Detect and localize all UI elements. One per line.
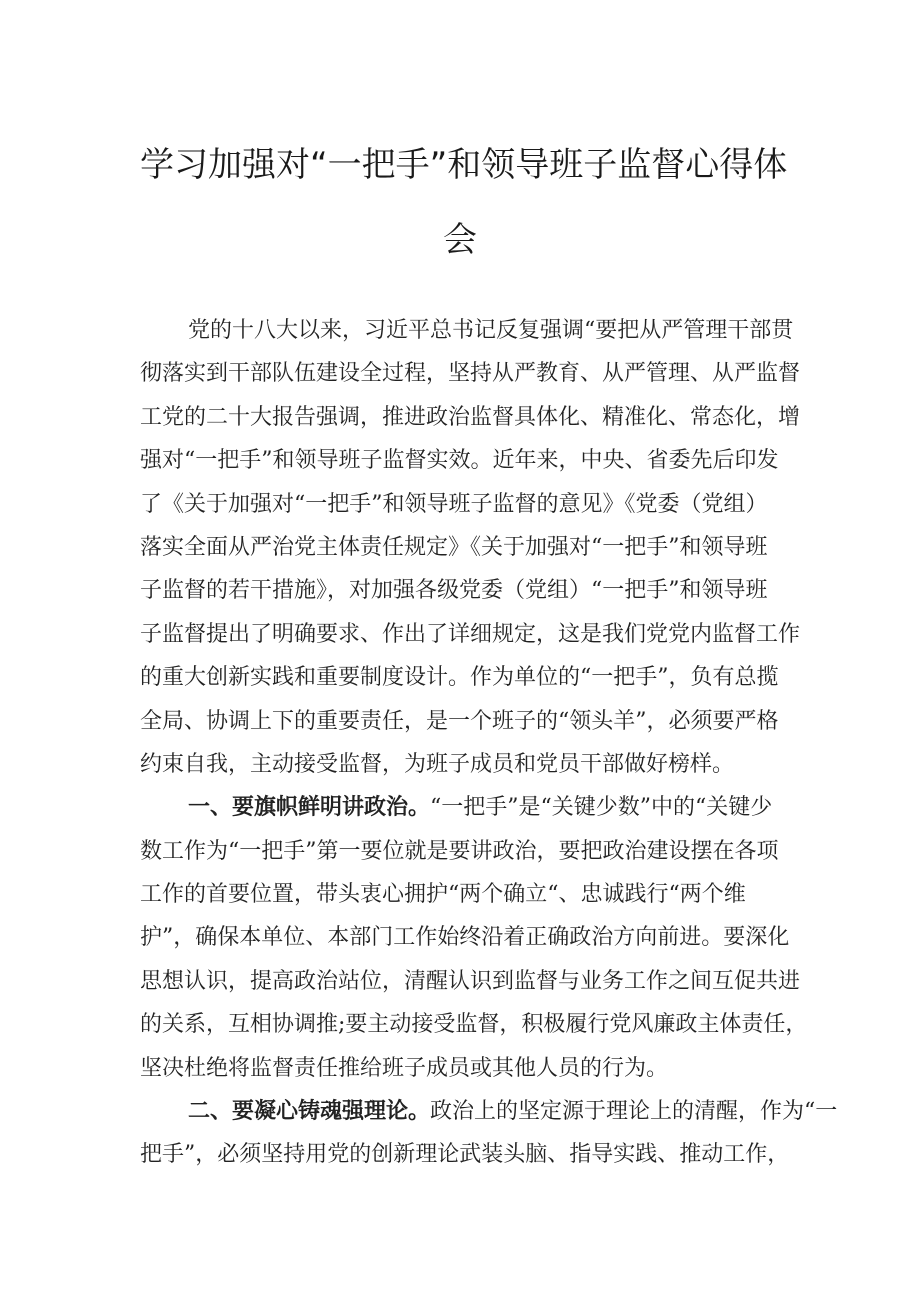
document-title — [140, 128, 788, 278]
text-line: 工党的二十大报告强调，推进政治监督具体化、精准化、常态化，增 — [140, 404, 801, 430]
text-line: 工作的首要位置，带头衷心拥护“两个确立“、忠诚践行“两个维 — [140, 882, 746, 908]
text-line: 的关系，互相协调推;要主动接受监督，积极履行党风廉政主体责任， — [140, 1012, 808, 1038]
paragraph-intro — [140, 309, 801, 786]
text-line: 约束自我，主动接受监督，为班子成员和党员干部做好榜样。 — [140, 751, 735, 777]
text-line: 强对“一把手”和领导班子监督实效。近年来，中央、省委先后印发 — [140, 448, 779, 474]
text-line: 落实全面从严治党主体责任规定》《关于加强对“一把手”和领导班 — [140, 534, 768, 560]
text-line: 坚决杜绝将监督责任推给班子成员或其他人员的行为。 — [140, 1055, 669, 1081]
text-line: 党的十八大以来，习近平总书记反复强调“要把从严管理干部贯 — [188, 318, 794, 343]
text-line: 护”，确保本单位、本部门工作始终沿着正确政治方向前进。要深化 — [140, 925, 790, 951]
text-line: 彻落实到干部队伍建设全过程，坚持从严教育、从严管理、从严监督 — [140, 361, 801, 387]
section-heading-2: 二、要凝心铸魂强理论。 — [188, 1099, 431, 1125]
document-body — [140, 309, 838, 1177]
text-line: 数工作为“一把手”第一要位就是要讲政治，要把政治建设摆在各项 — [140, 838, 779, 864]
text-line: 把手”，必须坚持用党的创新理论武装头脑、指导实践、推动工作， — [140, 1142, 790, 1168]
text-line: 思想认识，提高政治站位，清醒认识到监督与业务工作之间互促共进 — [140, 968, 801, 994]
section-1-first-line: “一把手”是“关键少数”中的“关键少 — [430, 795, 773, 821]
paragraph-section-2 — [140, 1090, 838, 1177]
section-2-first-line: 政治上的坚定源于理论上的清醒，作为“一 — [430, 1099, 838, 1125]
section-heading-1: 一、要旗帜鲜明讲政治。 — [188, 795, 431, 821]
title-line-2: 会 — [443, 220, 477, 260]
text-line: 全局、协调上下的重要责任，是一个班子的“领头羊”，必须要严格 — [140, 708, 779, 734]
text-line: 了《关于加强对“一把手”和领导班子监督的意见》《党委（党组） — [140, 491, 768, 517]
title-line-1: 学习加强对“一把手”和领导班子监督心得体 — [140, 145, 788, 185]
text-line: 的重大创新实践和重要制度设计。作为单位的“一把手”，负有总揽 — [140, 665, 779, 691]
text-line — [140, 786, 788, 829]
paragraph-section-1 — [140, 786, 808, 1090]
text-line — [140, 1090, 838, 1133]
text-line: 子监督的若干措施》，对加强各级党委（党组）“一把手”和领导班 — [140, 578, 768, 604]
text-line: 子监督提出了明确要求、作出了详细规定，这是我们党党内监督工作 — [140, 621, 801, 647]
